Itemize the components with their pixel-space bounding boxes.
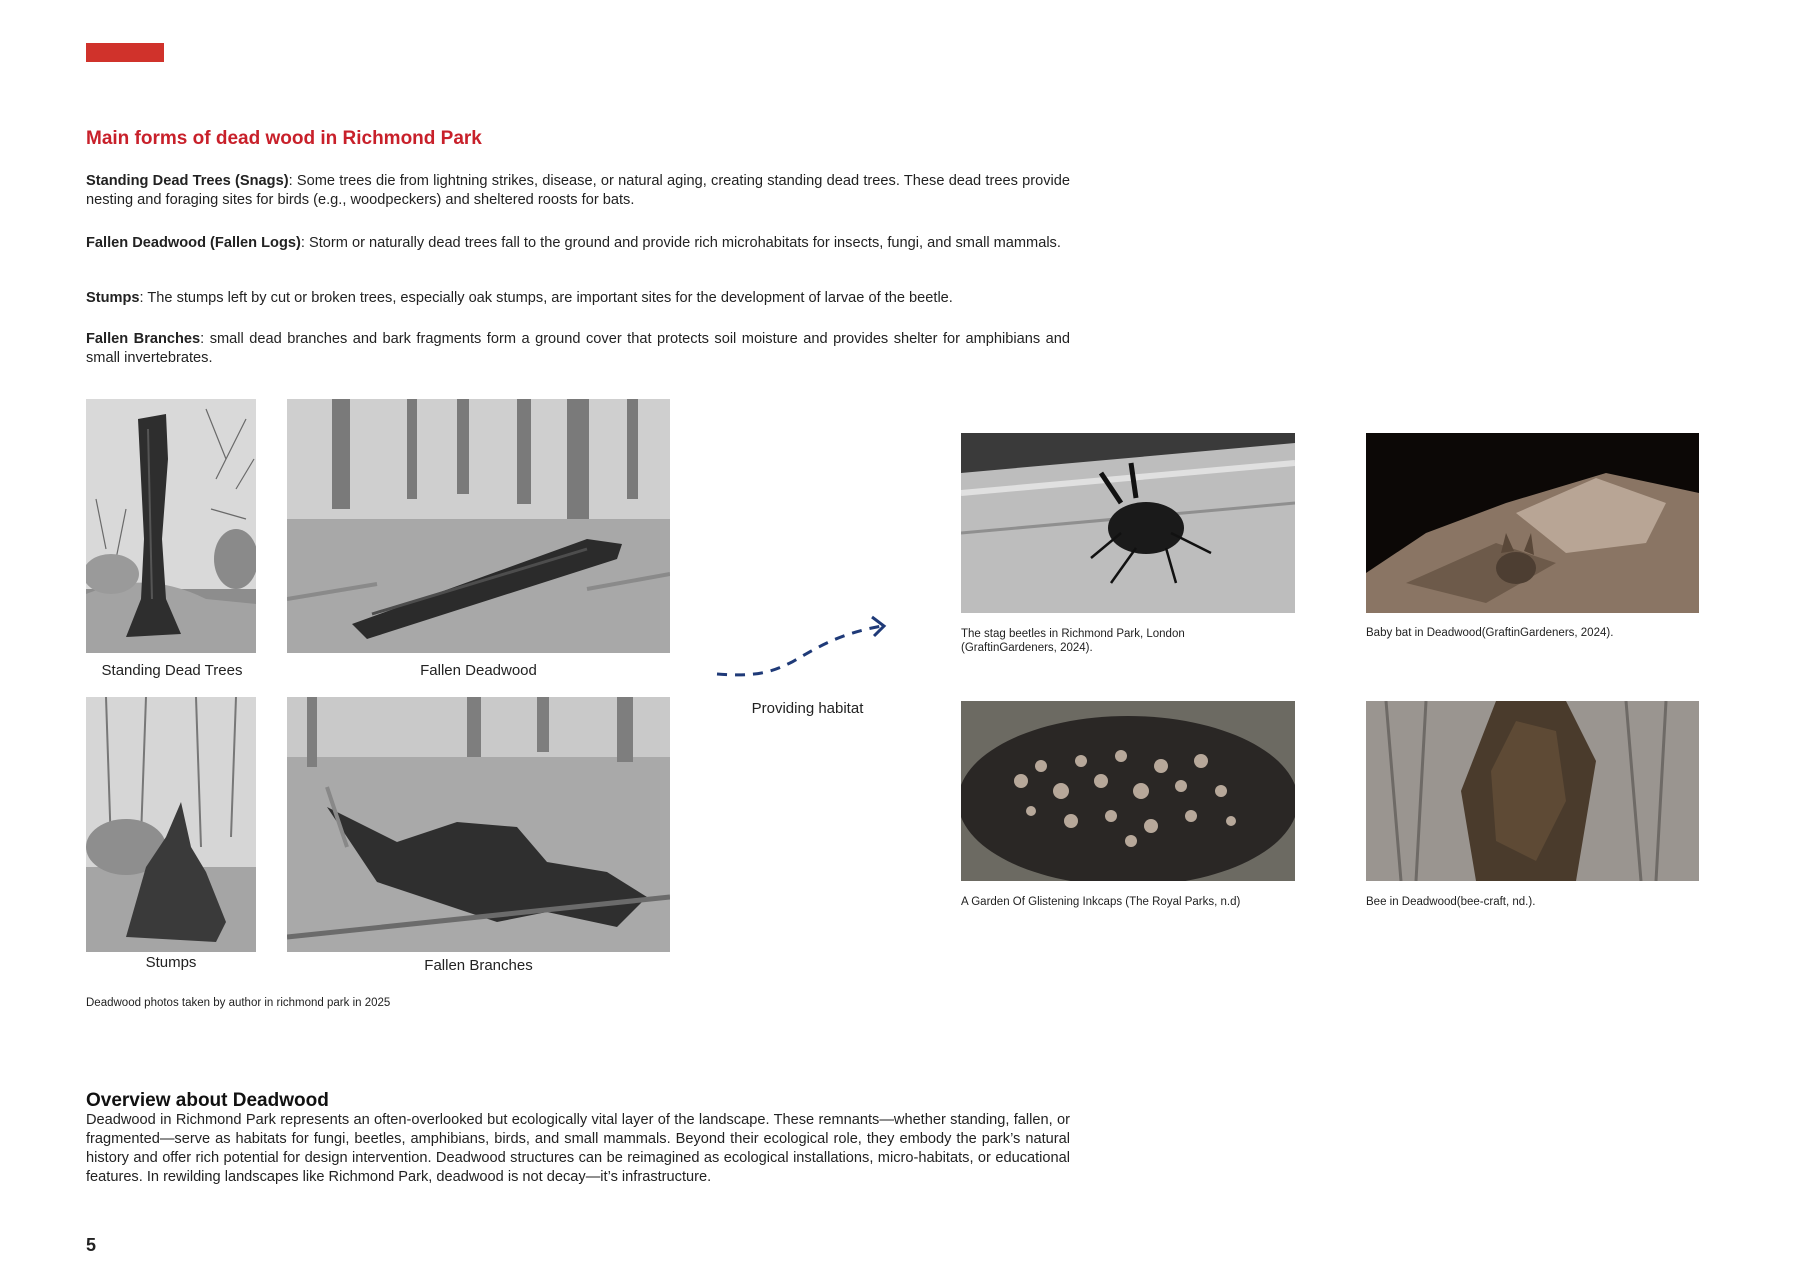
caption-fallen-branches: Fallen Branches: [424, 957, 533, 974]
caption-stag-beetle: The stag beetles in Richmond Park, London (GraftinGardeners, 2024).: [961, 628, 1185, 654]
photo-credit: Deadwood photos taken by author in richmond park in 2025: [86, 997, 391, 1009]
form-text: : Some trees die from lightning strikes, disease, or natural aging, creating standing dead trees. These dead trees provide nesting and foraging sites for birds (e.g., woodpeckers) and sheltered roosts for bats.: [86, 173, 1070, 208]
fallen-deadwood-photo: [287, 399, 670, 653]
bee-photo: [1366, 701, 1699, 881]
caption-baby-bat: Baby bat in Deadwood(GraftinGardeners, 2024).: [1366, 627, 1614, 639]
caption-fallen-deadwood: Fallen Deadwood: [420, 662, 537, 679]
overview-body: Deadwood in Richmond Park represents an often-overlooked but ecologically vital layer of the landscape. These remnants—whether standing, fallen, or fragmented—serve as habitats for fungi, beetles, amphibians, birds, and small mammals. Beyond their ecological role, they embody the park’s natural history and offer rich potential for design intervention. Deadwood structures can be reimagined as ecological installations, micro-habitats, or educational features. In rewilding landscapes like Richmond Park, deadwood is not decay—it’s infrastructure.: [86, 1112, 1070, 1185]
accent-bar: [86, 43, 164, 62]
form-fallen-branches: [86, 330, 1070, 368]
form-text: : Storm or naturally dead trees fall to the ground and provide rich microhabitats for insects, fungi, and small mammals.: [300, 235, 1061, 251]
form-text: : The stumps left by cut or broken trees, especially oak stumps, are important sites for the development of larvae of the beetle.: [139, 290, 953, 306]
caption-standing: Standing Dead Trees: [101, 662, 243, 679]
form-term: Standing Dead Trees (Snags): [86, 173, 289, 189]
caption-bee: Bee in Deadwood(bee-craft, nd.).: [1366, 896, 1536, 908]
standing-dead-tree-photo: [86, 399, 256, 653]
form-text: : small dead branches and bark fragments form a ground cover that protects soil moisture and provides shelter for amphibians and small invertebrates.: [86, 331, 1070, 366]
inkcaps-photo: [961, 701, 1295, 881]
habitat-arrow: [712, 612, 892, 682]
form-term: Stumps: [86, 290, 140, 306]
caption-inkcaps: A Garden Of Glistening Inkcaps (The Royal Parks, n.d): [961, 896, 1241, 908]
caption-stumps: Stumps: [145, 954, 197, 971]
form-term: Fallen Branches: [86, 331, 201, 347]
form-stumps: [86, 289, 1070, 308]
form-term: Fallen Deadwood (Fallen Logs): [86, 235, 301, 251]
arrow-label: Providing habitat: [751, 700, 864, 717]
fallen-branches-photo: [287, 697, 670, 952]
form-snags: [86, 172, 1070, 210]
baby-bat-photo: [1366, 433, 1699, 613]
section-title: Main forms of dead wood in Richmond Park: [86, 128, 482, 149]
overview-title: Overview about Deadwood: [86, 1090, 329, 1111]
form-fallen-logs: [86, 234, 1070, 253]
stag-beetle-photo: [961, 433, 1295, 613]
page-number: 5: [86, 1235, 97, 1255]
stump-photo: [86, 697, 256, 952]
